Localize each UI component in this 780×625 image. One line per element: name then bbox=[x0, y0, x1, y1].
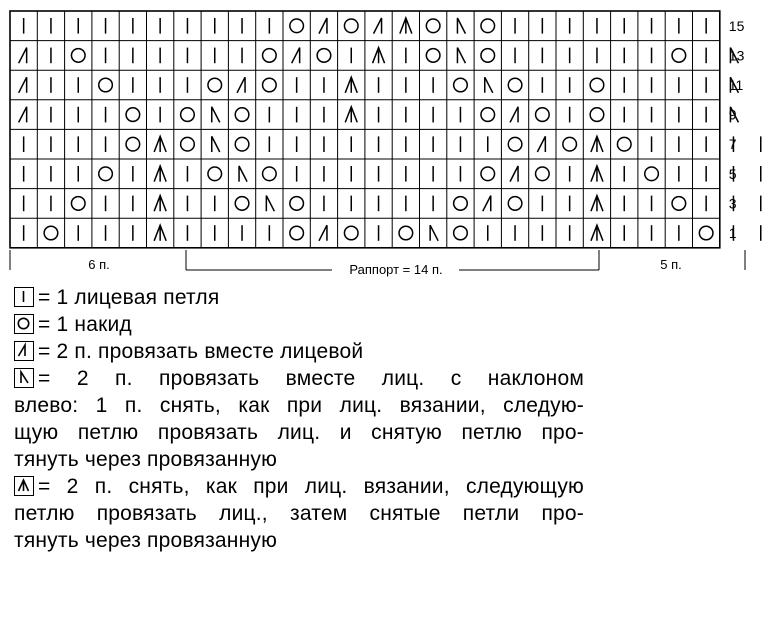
yarn-over-icon bbox=[71, 197, 85, 211]
yarn-over-icon bbox=[645, 167, 659, 181]
sk2p-icon bbox=[14, 476, 34, 496]
legend-ssk-text-line4: тянуть через провязанную bbox=[14, 448, 278, 471]
sk2p-icon bbox=[154, 196, 166, 212]
yarn-over-icon bbox=[208, 78, 222, 92]
yarn-over-icon bbox=[263, 78, 277, 92]
legend-yarn-over-entry bbox=[14, 311, 584, 338]
sk2p-icon bbox=[373, 48, 385, 64]
yarn-over-icon bbox=[508, 78, 522, 92]
sk2p-icon bbox=[154, 166, 166, 182]
yarn-over-icon bbox=[317, 49, 331, 63]
right-edge-stitches-label: 5 п. bbox=[660, 257, 682, 272]
yarn-over-icon bbox=[290, 19, 304, 33]
legend-sk2p-text-line2: петлю провязать лиц., затем снятые петли про- bbox=[14, 502, 584, 525]
row-number-label: 3 bbox=[728, 195, 737, 212]
yarn-over-icon bbox=[181, 108, 195, 122]
stitch-count-brackets bbox=[10, 250, 745, 277]
knitting-chart bbox=[0, 0, 780, 285]
yarn-over-icon bbox=[71, 49, 85, 63]
legend-ssk-entry-line1 bbox=[14, 365, 584, 392]
yarn-over-icon bbox=[672, 49, 686, 63]
k2tog-icon bbox=[483, 196, 491, 212]
yarn-over-icon bbox=[235, 197, 249, 211]
row-number-label: 15 bbox=[728, 17, 745, 34]
yarn-over-icon bbox=[508, 137, 522, 151]
sk2p-icon bbox=[591, 136, 603, 152]
ssk-icon bbox=[212, 136, 220, 152]
yarn-over-icon bbox=[263, 49, 277, 63]
yarn-over-icon bbox=[399, 226, 413, 240]
k2tog-icon bbox=[292, 48, 300, 64]
chart-row-9 bbox=[19, 107, 739, 123]
sk2p-icon bbox=[591, 196, 603, 212]
yarn-over-icon bbox=[235, 108, 249, 122]
yarn-over-icon bbox=[590, 78, 604, 92]
k2tog-icon bbox=[14, 341, 34, 361]
k2tog-icon bbox=[374, 18, 382, 34]
row-number-label: 13 bbox=[728, 47, 745, 64]
yarn-over-icon bbox=[536, 167, 550, 181]
yarn-over-icon bbox=[181, 137, 195, 151]
yarn-over-icon bbox=[481, 167, 495, 181]
k2tog-icon bbox=[19, 107, 27, 123]
sk2p-icon bbox=[591, 225, 603, 241]
ssk-icon bbox=[212, 107, 220, 123]
ssk-icon bbox=[457, 18, 465, 34]
chart-row-11 bbox=[19, 77, 739, 93]
row-number-label: 11 bbox=[728, 77, 744, 93]
yarn-over-icon bbox=[481, 108, 495, 122]
sk2p-icon bbox=[345, 77, 357, 93]
sk2p-icon bbox=[154, 136, 166, 152]
legend-sk2p-entry-line1 bbox=[14, 473, 584, 500]
k2tog-icon bbox=[510, 166, 518, 182]
sk2p-icon bbox=[154, 225, 166, 241]
yarn-over-icon bbox=[454, 226, 468, 240]
left-edge-stitches-label: 6 п. bbox=[88, 257, 110, 272]
yarn-over-icon bbox=[590, 108, 604, 122]
yarn-over-icon bbox=[290, 197, 304, 211]
row-numbers bbox=[729, 18, 745, 241]
yarn-over-icon bbox=[536, 108, 550, 122]
k2tog-icon bbox=[19, 48, 27, 64]
row-number-label: 7 bbox=[728, 136, 737, 153]
yarn-over-icon bbox=[563, 137, 577, 151]
ssk-icon bbox=[430, 225, 438, 241]
yarn-over-icon bbox=[235, 137, 249, 151]
yarn-over-icon bbox=[508, 197, 522, 211]
chart-grid bbox=[10, 11, 720, 248]
yarn-over-icon bbox=[208, 167, 222, 181]
yarn-over-icon bbox=[617, 137, 631, 151]
yarn-over-icon bbox=[454, 197, 468, 211]
legend-sk2p-text-line3: тянуть через провязанную bbox=[14, 529, 278, 552]
sk2p-icon bbox=[400, 18, 412, 34]
legend-k2tog-text: = 2 п. провязать вместе лицевой bbox=[38, 340, 364, 363]
k2tog-icon bbox=[319, 225, 327, 241]
sk2p-icon bbox=[591, 166, 603, 182]
yarn-over-icon bbox=[126, 108, 140, 122]
legend-k2tog-entry bbox=[14, 338, 584, 365]
yarn-over-icon bbox=[99, 78, 113, 92]
yarn-over-icon bbox=[344, 226, 358, 240]
ssk-icon bbox=[266, 196, 274, 212]
yarn-over-icon bbox=[14, 314, 34, 334]
yarn-over-icon bbox=[263, 167, 277, 181]
repeat-label: Раппорт = 14 п. bbox=[349, 262, 443, 277]
yarn-over-icon bbox=[454, 78, 468, 92]
legend-ssk-text-line2: влево: 1 п. снять, как при лиц. вязании, следую- bbox=[14, 394, 584, 417]
k2tog-icon bbox=[319, 18, 327, 34]
row-number-label: 1 bbox=[728, 225, 737, 241]
yarn-over-icon bbox=[426, 49, 440, 63]
k2tog-icon bbox=[537, 136, 545, 152]
legend-knit-text: = 1 лицевая петля bbox=[38, 286, 220, 309]
yarn-over-icon bbox=[99, 167, 113, 181]
yarn-over-icon bbox=[481, 49, 495, 63]
yarn-over-icon bbox=[290, 226, 304, 240]
symbol-legend bbox=[14, 284, 584, 554]
yarn-over-icon bbox=[426, 19, 440, 33]
yarn-over-icon bbox=[126, 137, 140, 151]
ssk-icon bbox=[485, 77, 493, 93]
ssk-icon bbox=[14, 368, 34, 388]
yarn-over-icon bbox=[672, 197, 686, 211]
legend-ssk-text-line3: щую петлю провязать лиц. и снятую петлю про- bbox=[14, 421, 584, 444]
yarn-over-icon bbox=[344, 19, 358, 33]
yarn-over-icon bbox=[481, 19, 495, 33]
legend-yarn-over-text: = 1 накид bbox=[38, 313, 132, 336]
chart-row-13 bbox=[19, 48, 739, 64]
legend-knit-entry bbox=[14, 284, 584, 311]
k2tog-icon bbox=[19, 77, 27, 93]
row-number-label: 9 bbox=[728, 106, 737, 123]
sk2p-icon bbox=[345, 107, 357, 123]
legend-sk2p-text-line1: = 2 п. снять, как при лиц. вязании, следующую bbox=[38, 475, 584, 498]
knit-stitch-icon bbox=[14, 287, 34, 307]
k2tog-icon bbox=[510, 107, 518, 123]
k2tog-icon bbox=[237, 77, 245, 93]
yarn-over-icon bbox=[44, 226, 58, 240]
ssk-icon bbox=[239, 166, 247, 182]
ssk-icon bbox=[457, 48, 465, 64]
legend-ssk-text-line1: = 2 п. провязать вместе лиц. с наклоном bbox=[38, 367, 584, 390]
yarn-over-icon bbox=[699, 226, 713, 240]
row-number-label: 5 bbox=[728, 165, 737, 182]
